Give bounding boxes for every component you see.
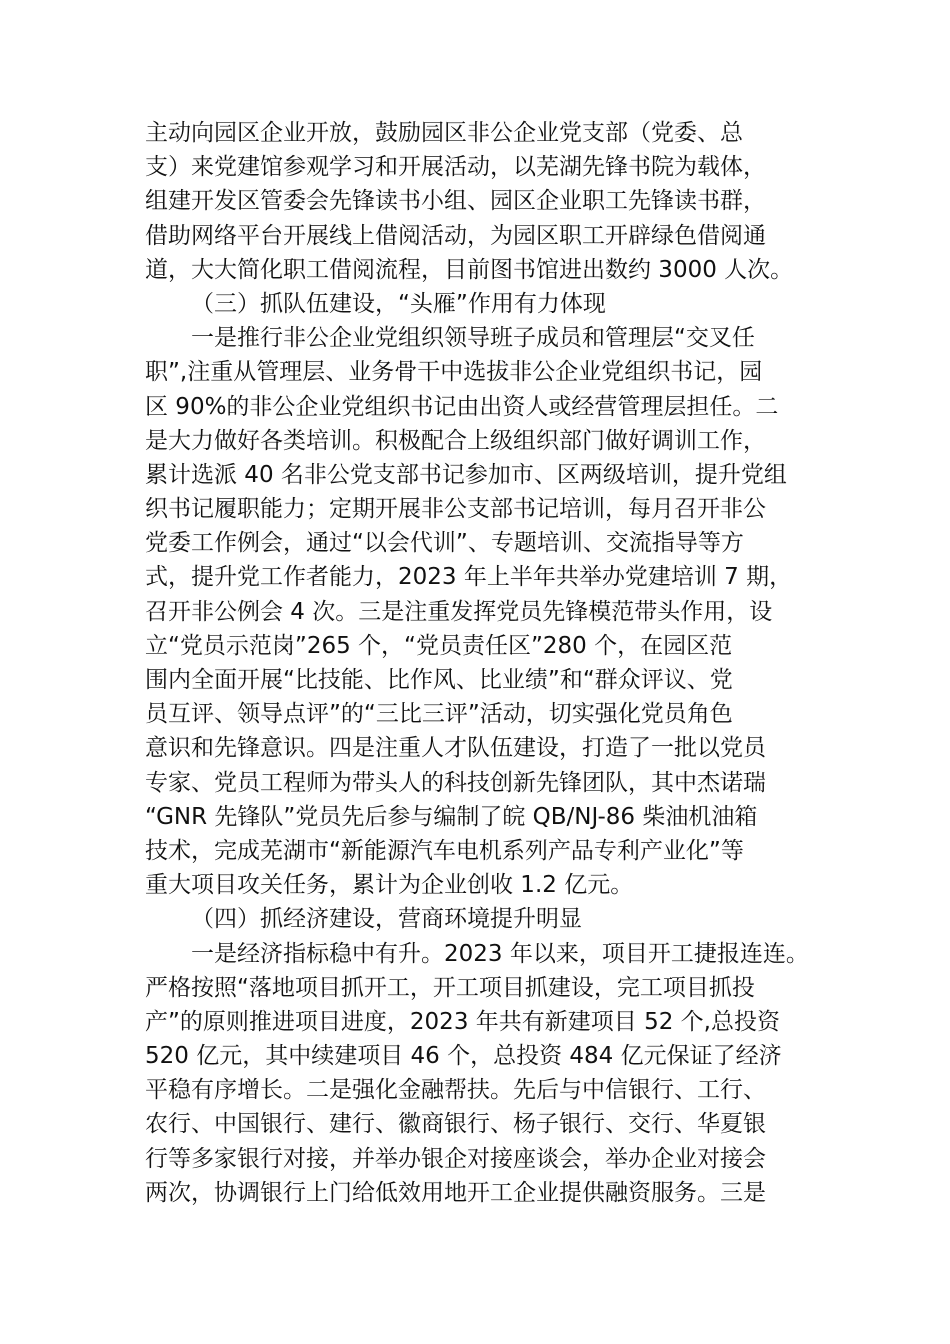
body-line: 一是经济指标稳中有升。2023 年以来，项目开工捷报连连。 bbox=[191, 940, 809, 967]
body-line: 重大项目攻关任务，累计为企业创收 1.2 亿元。 bbox=[145, 872, 634, 899]
body-line: 员互评、领导点评”的“三比三评”活动，切实强化党员角色 bbox=[145, 701, 733, 728]
body-line: 召开非公例会 4 次。三是注重发挥党员先锋模范带头作用，设 bbox=[145, 598, 773, 625]
body-line: 累计选派 40 名非公党支部书记参加市、区两级培训，提升党组 bbox=[145, 461, 787, 488]
body-line: 产”的原则推进项目进度，2023 年共有新建项目 52 个,总投资 bbox=[145, 1008, 780, 1035]
body-line: “GNR 先锋队”党员先后参与编制了皖 QB/NJ-86 柴油机油箱 bbox=[145, 803, 758, 830]
body-line: 支）来党建馆参观学习和开展活动，以芜湖先锋书院为载体， bbox=[145, 154, 766, 181]
body-line: 党委工作例会，通过“以会代训”、专题培训、交流指导等方 bbox=[145, 530, 744, 557]
section-heading: （四）抓经济建设，营商环境提升明显 bbox=[191, 906, 582, 933]
body-line: 行等多家银行对接，并举办银企对接座谈会，举办企业对接会 bbox=[145, 1145, 766, 1172]
body-line: 组建开发区管委会先锋读书小组、园区企业职工先锋读书群， bbox=[145, 188, 766, 215]
body-line: 技术，完成芜湖市“新能源汽车电机系列产品专利产业化”等 bbox=[145, 837, 744, 864]
body-line: 一是推行非公企业党组织领导班子成员和管理层“交叉任 bbox=[191, 325, 755, 352]
body-line: 道，大大简化职工借阅流程，目前图书馆进出数约 3000 人次。 bbox=[145, 256, 794, 283]
body-line: 区 90%的非公企业党组织书记由出资人或经营管理层担任。二 bbox=[145, 393, 779, 420]
body-line: 职”,注重从管理层、业务骨干中选拔非公企业党组织书记，园 bbox=[145, 359, 763, 386]
body-line: 围内全面开展“比技能、比作风、比业绩”和“群众评议、党 bbox=[145, 667, 733, 693]
section-heading: （三）抓队伍建设，“头雁”作用有力体现 bbox=[191, 290, 606, 317]
body-line: 是大力做好各类培训。积极配合上级组织部门做好调训工作， bbox=[145, 427, 766, 454]
body-line: 平稳有序增长。二是强化金融帮扶。先后与中信银行、工行、 bbox=[145, 1077, 766, 1104]
body-line: 式，提升党工作者能力，2023 年上半年共举办党建培训 7 期， bbox=[145, 564, 793, 591]
body-line: 织书记履职能力；定期开展非公支部书记培训，每月召开非公 bbox=[145, 496, 766, 523]
body-line: 两次，协调银行上门给低效用地开工企业提供融资服务。三是 bbox=[145, 1179, 766, 1206]
body-line: 520 亿元，其中续建项目 46 个，总投资 484 亿元保证了经济 bbox=[145, 1043, 782, 1070]
document-body bbox=[145, 116, 825, 1210]
body-line: 立“党员示范岗”265 个，“党员责任区”280 个，在园区范 bbox=[145, 632, 733, 659]
body-line: 严格按照“落地项目抓开工，开工项目抓建设，完工项目抓投 bbox=[145, 974, 755, 1001]
body-line: 农行、中国银行、建行、徽商银行、杨子银行、交行、华夏银 bbox=[145, 1111, 766, 1138]
body-line: 主动向园区企业开放，鼓励园区非公企业党支部（党委、总 bbox=[145, 120, 743, 146]
body-line: 意识和先锋意识。四是注重人才队伍建设，打造了一批以党员 bbox=[145, 735, 766, 762]
body-line: 借助网络平台开展线上借阅活动，为园区职工开辟绿色借阅通 bbox=[145, 222, 766, 249]
body-line: 专家、党员工程师为带头人的科技创新先锋团队，其中杰诺瑞 bbox=[145, 769, 766, 796]
